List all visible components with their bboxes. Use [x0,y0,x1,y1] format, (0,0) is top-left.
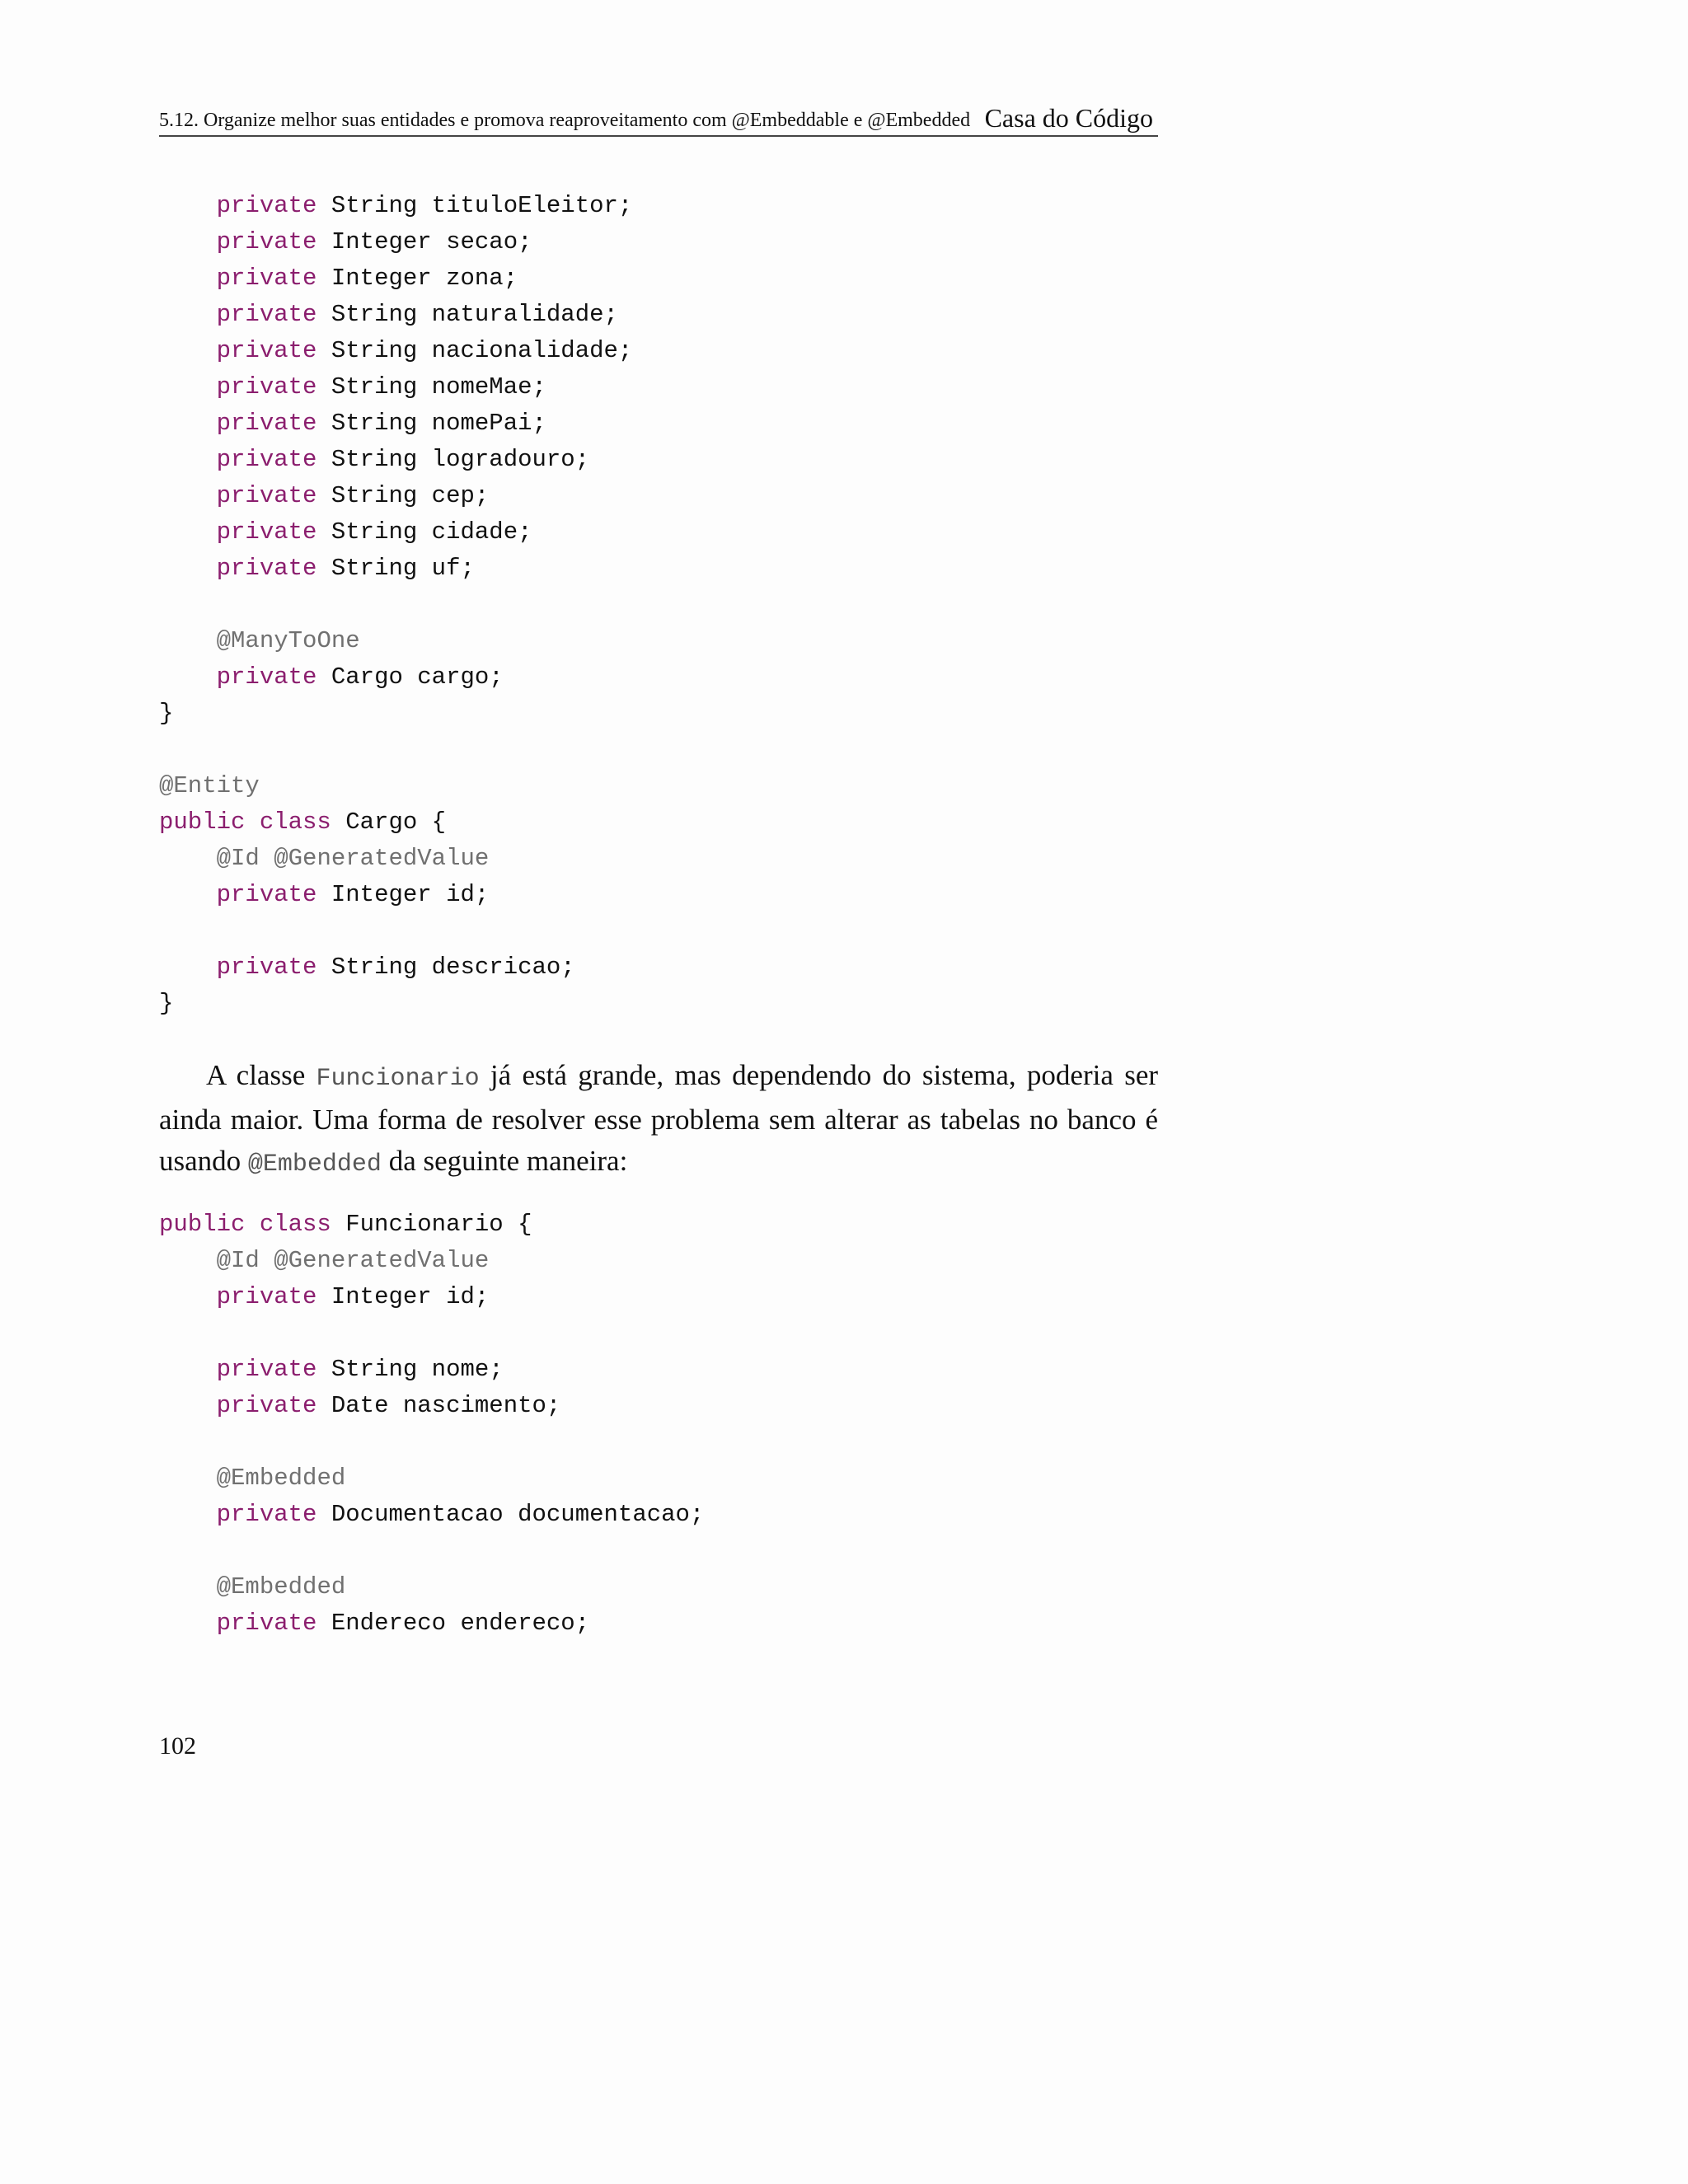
code-indent [159,881,217,908]
inline-code-embedded: @Embedded [247,1151,382,1179]
code-text: } [159,990,174,1017]
code-keyword: private [216,1356,317,1383]
code-text: String uf; [316,555,475,582]
code-text: Integer zona; [316,265,518,292]
code-keyword: private [216,555,317,582]
code-line [159,1569,704,1605]
code-annotation: @Id @GeneratedValue [216,1247,490,1274]
paragraph-text-start: A classe [206,1059,316,1091]
code-indent [159,1356,217,1383]
code-text: Endereco endereco; [316,1610,590,1637]
code-annotation: @Entity [159,772,260,799]
code-text: Date nascimento; [316,1392,561,1419]
code-line [159,405,632,442]
code-line [159,188,632,224]
code-text: String tituloEleitor; [316,192,633,219]
code-line [159,442,632,478]
code-indent [159,1392,217,1419]
code-indent [159,446,217,473]
code-line [159,949,632,986]
code-text: Integer secao; [316,228,532,255]
code-indent [159,192,217,219]
code-indent [159,1573,217,1601]
code-line [159,1315,704,1352]
code-line [159,333,632,369]
inline-code-funcionario: Funcionario [316,1065,480,1093]
code-text: Documentacao documentacao; [316,1501,705,1528]
code-indent [159,954,217,981]
code-text: String naturalidade; [316,301,618,328]
code-indent [159,265,217,292]
code-indent [159,1465,217,1492]
code-line [159,1279,704,1315]
page-number: 102 [159,1732,196,1760]
code-keyword: public class [159,1211,331,1238]
code-line [159,986,632,1022]
code-text: String cidade; [316,518,532,546]
code-keyword: private [216,337,317,364]
code-line [159,623,632,659]
code-line [159,1207,704,1243]
code-block-funcionario [159,1207,704,1642]
code-indent [159,663,217,691]
code-text: String logradouro; [316,446,590,473]
code-line [159,877,632,913]
code-line [159,1243,704,1279]
code-line [159,804,632,841]
code-line [159,587,632,623]
code-line [159,659,632,696]
code-annotation: @Id @GeneratedValue [216,845,490,872]
code-text: String nacionalidade; [316,337,633,364]
code-keyword: private [216,1392,317,1419]
code-annotation: @Embedded [216,1465,346,1492]
code-indent [159,1247,217,1274]
code-text: Cargo { [331,808,447,836]
code-line [159,913,632,949]
code-indent [159,1283,217,1310]
code-annotation: @ManyToOne [216,627,360,654]
code-line [159,551,632,587]
code-indent [159,555,217,582]
code-line [159,1497,704,1533]
code-keyword: private [216,410,317,437]
header-section-title: 5.12. Organize melhor suas entidades e promova reaproveitamento com @Embeddable e @Embedded [159,110,971,131]
code-text: String cep; [316,482,490,509]
code-line [159,841,632,877]
code-keyword: private [216,265,317,292]
code-line [159,369,632,405]
code-indent [159,337,217,364]
code-text: } [159,700,174,727]
code-line [159,297,632,333]
code-keyword: private [216,1501,317,1528]
code-keyword: private [216,446,317,473]
code-indent [159,1610,217,1637]
code-line [159,1424,704,1460]
code-keyword: private [216,228,317,255]
code-keyword: private [216,518,317,546]
code-keyword: private [216,881,317,908]
code-keyword: private [216,192,317,219]
code-line [159,224,632,260]
code-keyword: private [216,373,317,401]
code-indent [159,482,217,509]
code-line [159,768,632,804]
code-line [159,260,632,297]
code-line [159,1533,704,1569]
code-indent [159,410,217,437]
code-line [159,514,632,551]
body-paragraph [159,1055,1158,1185]
code-line [159,478,632,514]
code-line [159,1352,704,1388]
code-line [159,696,632,732]
page-header [159,97,1158,137]
code-indent [159,518,217,546]
paragraph-text-middle: já está grande, mas dependendo do sistema, poderia ser ainda maior. Uma forma de resolver esse problema sem alterar as tabelas no banco é usando [159,1059,1159,1177]
code-annotation: @Embedded [216,1573,346,1601]
code-text: Cargo cargo; [316,663,504,691]
code-indent [159,627,217,654]
code-keyword: private [216,482,317,509]
code-line [159,1460,704,1497]
code-text: String nomeMae; [316,373,546,401]
code-text: String descricao; [316,954,575,981]
code-indent [159,228,217,255]
code-keyword: private [216,301,317,328]
paragraph-text-end: da seguinte maneira: [381,1145,628,1177]
code-text: Integer id; [316,1283,490,1310]
code-block-cargo [159,188,632,1022]
code-line [159,1388,704,1424]
code-keyword: private [216,1283,317,1310]
code-text: String nome; [316,1356,504,1383]
code-text: String nomePai; [316,410,546,437]
code-text: Integer id; [316,881,490,908]
code-indent [159,373,217,401]
code-keyword: private [216,1610,317,1637]
code-keyword: public class [159,808,331,836]
code-indent [159,845,217,872]
code-keyword: private [216,954,317,981]
code-indent [159,1501,217,1528]
code-keyword: private [216,663,317,691]
code-text: Funcionario { [331,1211,532,1238]
code-indent [159,301,217,328]
header-brand: Casa do Código [984,103,1153,133]
code-line [159,1605,704,1642]
code-line [159,732,632,768]
